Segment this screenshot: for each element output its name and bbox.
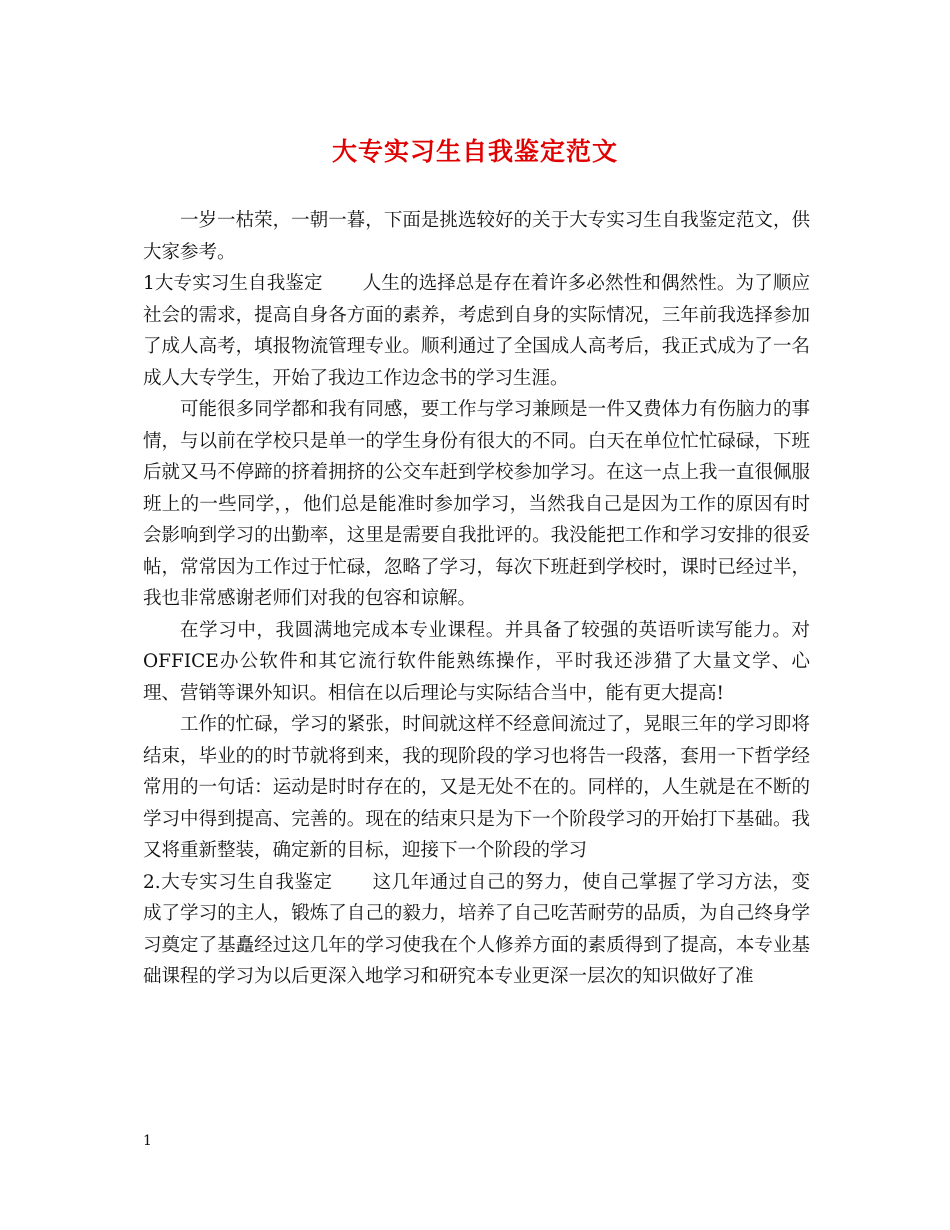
document-body [143, 205, 810, 993]
section2-heading: 2.大专实习生自我鉴定 [143, 871, 333, 893]
section1-paragraph1: 人生的选择总是存在着许多必然性和偶然性。为了顺应社会的需求，提高自身各方面的素养，考虑到自身的实际情况，三年前我选择参加了成人高考，填报物流管理专业。顺利通过了全国成人高考后，我正式成为了一名成人大专学生，开始了我边工作边念书的学习生涯。 [143, 273, 810, 389]
section2-paragraph1: 这几年通过自己的努力，使自己掌握了学习方法，变成了学习的主人，锻炼了自己的毅力，培养了自己吃苦耐劳的品质，为自己终身学习奠定了基矗经过这几年的学习使我在个人修养方面的素质得到了提高，本专业基础课程的学习为以后更深入地学习和研究本专业更深一层次的知识做好了准 [143, 871, 810, 987]
section2-first-paragraph [143, 867, 810, 993]
document-title: 大专实习生自我鉴定范文 [331, 137, 618, 166]
intro-paragraph: 一岁一枯荣，一朝一暮，下面是挑选较好的关于大专实习生自我鉴定范文，供大家参考。 [143, 210, 810, 263]
page-number: 1 [143, 1133, 152, 1149]
section1-first-paragraph [143, 268, 810, 394]
section1-paragraph2: 可能很多同学都和我有同感，要工作与学习兼顾是一件又费体力有伤脑力的事情，与以前在学校只是单一的学生身份有很大的不同。白天在单位忙忙碌碌，下班后就又马不停蹄的挤着拥挤的公交车赶到学校参加学习。在这一点上我一直很佩服班上的一些同学，，他们总是能准时参加学习，当然我自己是因为工作的原因有时会影响到学习的出勤率，这里是需要自我批评的。我没能把工作和学习安排的很妥帖，常常因为工作过于忙碌，忽略了学习，每次下班赶到学校时，课时已经过半，我也非常感谢老师们对我的包容和谅解。 [143, 399, 810, 609]
section1-paragraph3: 在学习中，我圆满地完成本专业课程。并具备了较强的英语听读写能力。对OFFICE办公软件和其它流行软件能熟练操作，平时我还涉猎了大量文学、心理、营销等课外知识。相信在以后理论与实际结合当中，能有更大提高! [143, 619, 810, 704]
section1-heading: 1大专实习生自我鉴定 [143, 273, 323, 294]
section1-paragraph4: 工作的忙碌，学习的紧张，时间就这样不经意间流过了，晃眼三年的学习即将结束，毕业的的时节就将到来，我的现阶段的学习也将告一段落，套用一下哲学经常用的一句话：运动是时时存在的，又是无处不在的。同样的，人生就是在不断的学习中得到提高、完善的。现在的结束只是为下一个阶段学习的开始打下基础。我又将重新整装，确定新的目标，迎接下一个阶段的学习 [143, 714, 810, 861]
